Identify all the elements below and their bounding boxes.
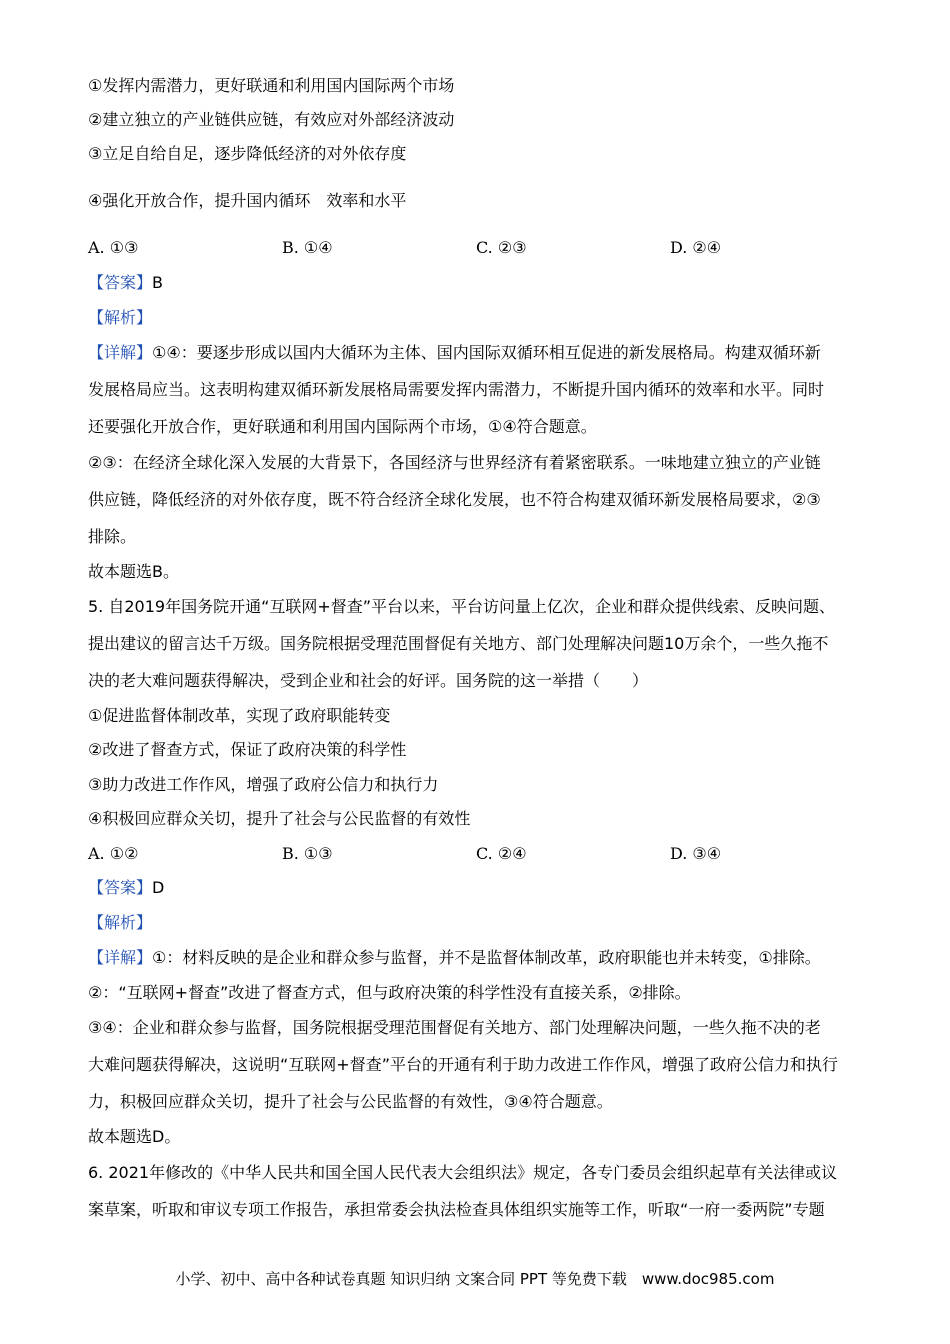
q4-conclusion: 故本题选B。: [88, 562, 179, 581]
q5-option-2: ②改进了督查方式，保证了政府决策的科学性: [88, 740, 407, 759]
q5-choice-a: A. ①②: [88, 844, 139, 863]
q5-stem-line: 提出建议的留言达千万级。国务院根据受理范围督促有关地方、部门处理解决问题10万余个，一些久拖不: [88, 634, 829, 653]
q5-option-1: ①促进监督体制改革，实现了政府职能转变: [88, 706, 391, 725]
q4-detail-line: 发展格局应当。这表明构建双循环新发展格局需要发挥内需潜力，不断提升国内循环的效率和水平。同时: [88, 380, 825, 399]
q5-detail-text: ①：材料反映的是企业和群众参与监督，并不是监督体制改革，政府职能也并未转变，①排除。: [152, 948, 821, 967]
q5-choice-d: D. ③④: [670, 844, 722, 863]
q6-stem-line: 案草案，听取和审议专项工作报告，承担常委会执法检查具体组织实施等工作，听取“一府一委两院”专题: [88, 1200, 825, 1219]
q4-detail-text: ①④：要逐步形成以国内大循环为主体、国内国际双循环相互促进的新发展格局。构建双循环新: [152, 343, 821, 362]
q5-detail-line: ②：“互联网+督查”改进了督查方式，但与政府决策的科学性没有直接关系，②排除。: [88, 983, 691, 1002]
q5-stem-line: 决的老大难问题获得解决，受到企业和社会的好评。国务院的这一举措（ ）: [88, 671, 649, 690]
q5-choice-c: C. ②④: [476, 844, 527, 863]
q6-stem-line: 6. 2021年修改的《中华人民共和国全国人民代表大会组织法》规定，各专门委员会组织起草有关法律或议: [88, 1163, 838, 1182]
answer-label: 【答案】: [88, 273, 153, 292]
q5-detail-line: 大难问题获得解决，这说明“互联网+督查”平台的开通有利于助力改进工作作风，增强了政府公信力和执行: [88, 1055, 838, 1074]
q5-detail-line: [88, 947, 821, 969]
q5-option-3: ③助力改进工作作风，增强了政府公信力和执行力: [88, 775, 439, 794]
answer-label: 【答案】: [88, 878, 153, 897]
q4-option-1: ①发挥内需潜力，更好联通和利用国内国际两个市场: [88, 76, 455, 95]
q5-option-4: ④积极回应群众关切，提升了社会与公民监督的有效性: [88, 809, 471, 828]
analysis-label: 【解析】: [88, 308, 153, 327]
q4-choice-c: C. ②③: [476, 238, 527, 257]
q5-choice-b: B. ①③: [282, 844, 333, 863]
detail-label: 【详解】: [88, 948, 153, 967]
q4-detail-line: 排除。: [88, 527, 137, 546]
q5-detail-line: ③④：企业和群众参与监督，国务院根据受理范围督促有关地方、部门处理解决问题，一些久拖不决的老: [88, 1018, 821, 1037]
q4-option-2: ②建立独立的产业链供应链，有效应对外部经济波动: [88, 110, 455, 129]
q4-detail-line: ②③：在经济全球化深入发展的大背景下，各国经济与世界经济有着紧密联系。一味地建立独立的产业链: [88, 453, 821, 472]
q4-choice-a: A. ①③: [88, 238, 139, 257]
q4-detail-line: 还要强化开放合作，更好联通和利用国内国际两个市场，①④符合题意。: [88, 417, 597, 436]
page-footer: 小学、初中、高中各种试卷真题 知识归纳 文案合同 PPT 等免费下载 www.doc985.com: [175, 1270, 775, 1288]
q4-option-4: ④强化开放合作，提升国内循环 效率和水平: [88, 191, 407, 210]
q4-option-3: ③立足自给自足，逐步降低经济的对外依存度: [88, 144, 407, 163]
analysis-label: 【解析】: [88, 913, 153, 932]
q5-analysis-label: [88, 912, 152, 934]
q4-answer: [88, 272, 163, 294]
answer-value: B: [152, 273, 163, 292]
q4-analysis-label: [88, 307, 152, 329]
q5-answer: [88, 877, 164, 899]
q5-detail-line: 力，积极回应群众关切，提升了社会与公民监督的有效性，③④符合题意。: [88, 1092, 613, 1111]
q4-choice-d: D. ②④: [670, 238, 722, 257]
q5-conclusion: 故本题选D。: [88, 1127, 181, 1146]
q4-detail-line: [88, 342, 821, 364]
q5-stem-line: 5. 自2019年国务院开通“互联网+督查”平台以来，平台访问量上亿次，企业和群众提供线索、反映问题、: [88, 597, 836, 616]
q4-choice-b: B. ①④: [282, 238, 333, 257]
detail-label: 【详解】: [88, 343, 153, 362]
q4-detail-line: 供应链，降低经济的对外依存度，既不符合经济全球化发展，也不符合构建双循环新发展格局要求，②③: [88, 490, 821, 509]
answer-value: D: [152, 878, 165, 897]
